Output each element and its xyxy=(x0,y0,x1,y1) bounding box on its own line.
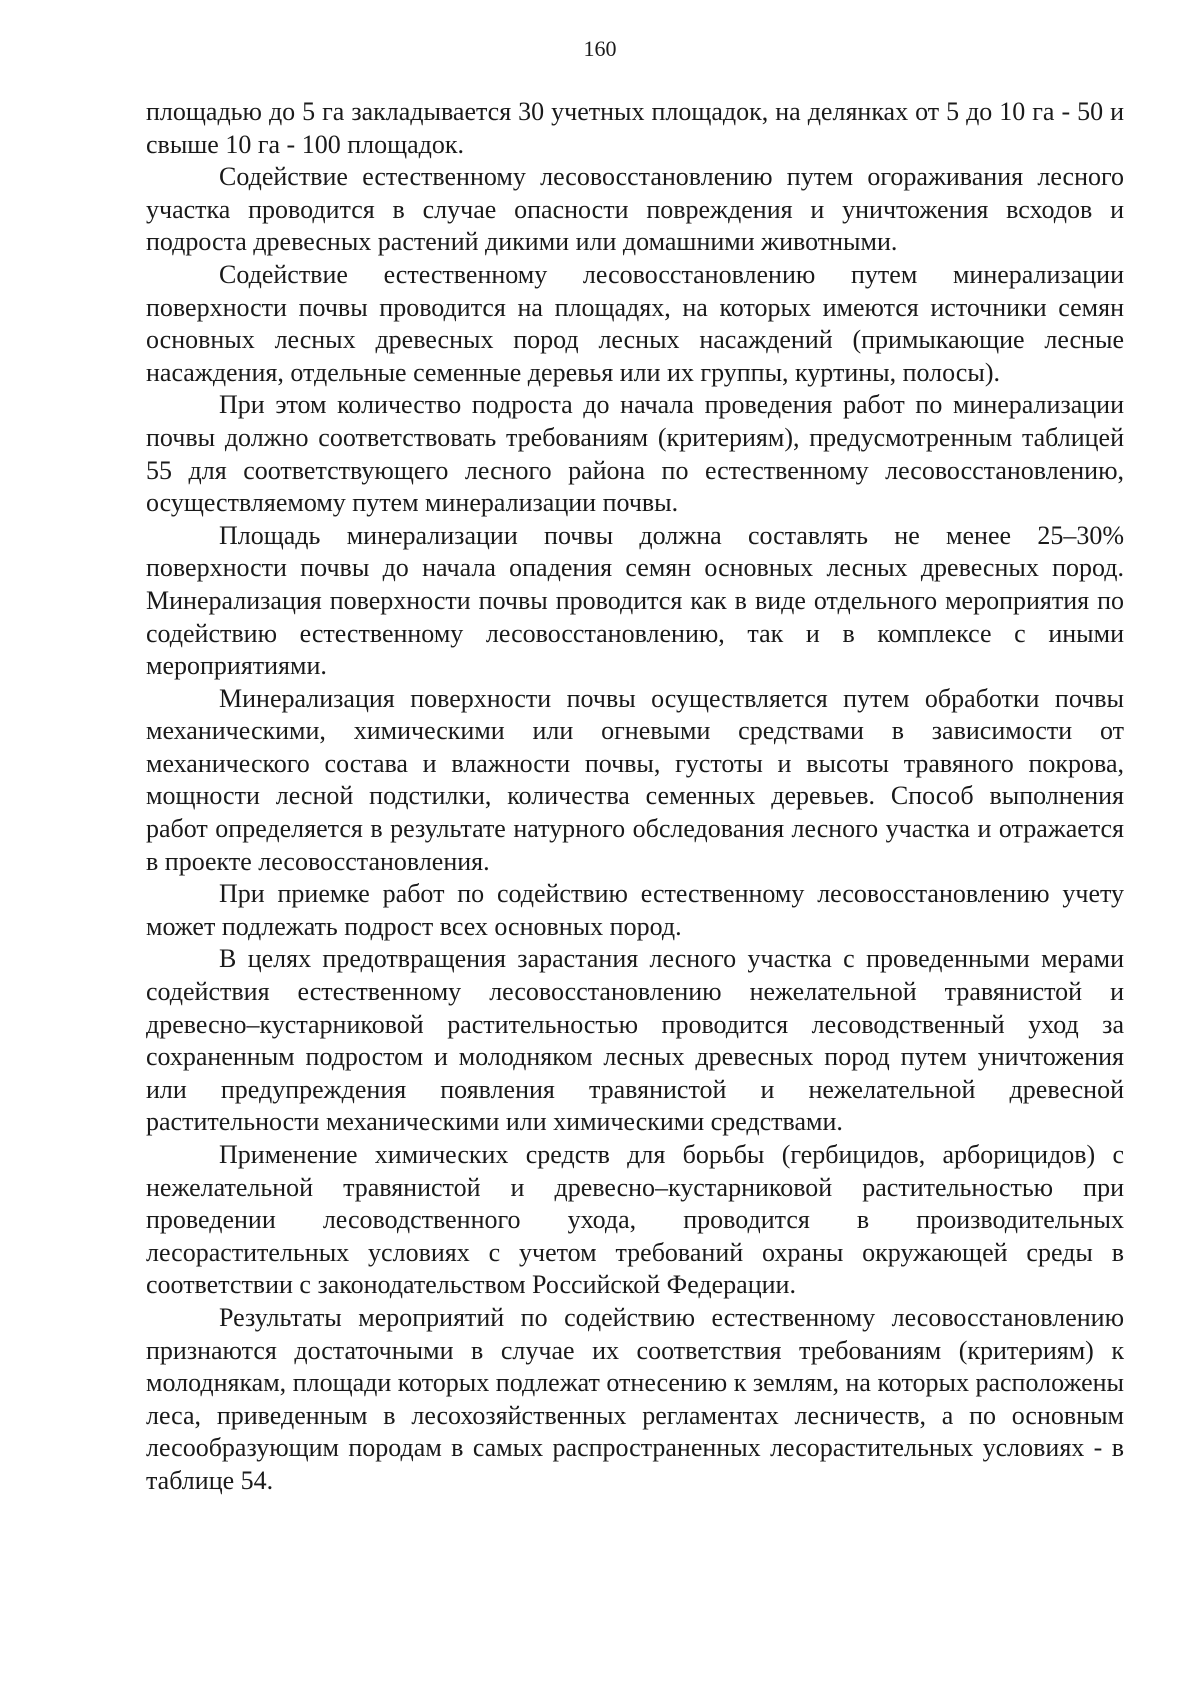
paragraph-overgrowth-prevention: В целях предотвращения зарастания лесного участка с проведенными мерами содействия естественному лесовосстановлению нежелательной травянистой и древесно–кустарниковой растительностью проводится лесоводственный уход за сохраненным подростом и молодняком лесных древесных пород путем уничтожения или предупреждения появления травянистой и нежелательной древесной растительности механическими или химическими средствами. xyxy=(146,944,1124,1137)
paragraph-continuation: площадью до 5 га закладывается 30 учетных площадок, на делянках от 5 до 10 га - 50 и свыше 10 га - 100 площадок. xyxy=(146,97,1124,159)
paragraph-acceptance: При приемке работ по содействию естественному лесовосстановлению учету может подлежать подрост всех основных пород. xyxy=(146,879,1124,941)
paragraph-mineralization-areas: Содействие естественному лесовосстановлению путем минерализации поверхности почвы проводится на площадях, на которых имеются источники семян основных лесных древесных пород лесных насаждений (примыкающие лесные насаждения, отдельные семенные деревья или их группы, куртины, полосы). xyxy=(146,259,1124,387)
paragraph-chemical-means: Применение химических средств для борьбы (гербицидов, арборицидов) с нежелательной травянистой и древесно–кустарниковой растительностью при проведении лесоводственного ухода, проводится в производительных лесорастительных условиях с учетом требований охраны окружающей среды в соответствии с законодательством Российской Федерации. xyxy=(146,1140,1124,1300)
paragraph-undergrowth-requirements: При этом количество подроста до начала проведения работ по минерализации почвы должно соответствовать требованиям (критериям), предусмотренным таблицей 55 для соответствующего лесного района по естественному лесовосстановлению, осуществляемому путем минерализации почвы. xyxy=(146,390,1124,518)
paragraph-mineralization-share: Площадь минерализации почвы должна составлять не менее 25–30% поверхности почвы до начала опадения семян основных лесных древесных пород. Минерализация поверхности почвы проводится как в виде отдельного мероприятия по содействию естественному лесовосстановлению, так и в комплексе с иными мероприятиями. xyxy=(146,520,1124,681)
paragraph-mineralization-methods: Минерализация поверхности почвы осуществляется путем обработки почвы механическими, химическими или огневыми средствами в зависимости от механического состава и влажности почвы, густоты и высоты травяного покрова, мощности лесной подстилки, количества семенных деревьев. Способ выполнения работ определяется в результате натурного обследования лесного участка и отражается в проекте лесовосстановления. xyxy=(146,683,1124,876)
page-number: 160 xyxy=(583,36,617,61)
paragraph-fencing: Содействие естественному лесовосстановлению путем огораживания лесного участка проводится в случае опасности повреждения и уничтожения всходов и подроста древесных растений дикими или домашними животными. xyxy=(146,162,1124,257)
body-text xyxy=(146,96,1124,1498)
paragraph-results: Результаты мероприятий по содействию естественному лесовосстановлению признаются достаточными в случае их соответствия требованиям (критериям) к молоднякам, площади которых подлежат отнесению к землям, на которых расположены леса, приведенным в лесохозяйственных регламентах лесничеств, а по основным лесообразующим породам в самых распространенных лесорастительных условиях - в таблице 54. xyxy=(146,1302,1124,1495)
